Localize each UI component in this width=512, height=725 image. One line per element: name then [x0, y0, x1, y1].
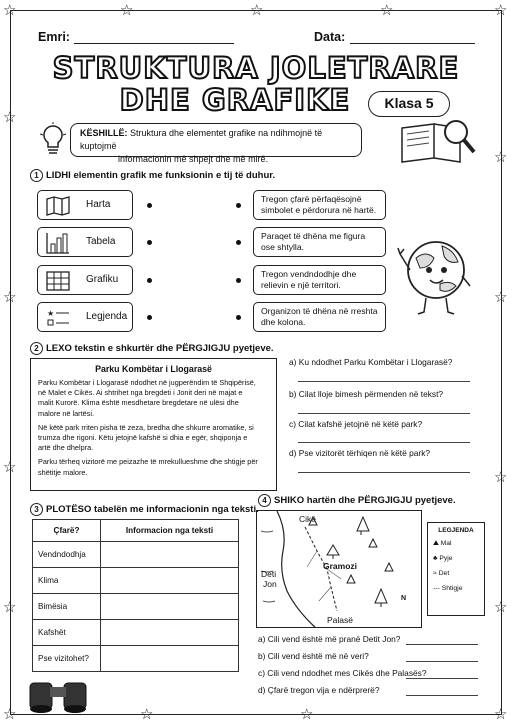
grade-badge: Klasa 5	[368, 91, 450, 117]
name-field[interactable]	[74, 43, 234, 44]
table-row	[33, 646, 239, 672]
match-dot[interactable]	[147, 315, 152, 320]
table-row	[33, 620, 239, 646]
table-row	[33, 542, 239, 568]
mountain-icon: ⛰	[433, 540, 439, 547]
map-area	[256, 510, 422, 628]
section1-title: 1 LIDHI elementin grafik me funksionin e tij të duhur.	[30, 169, 275, 182]
tree-icon: ♣	[433, 555, 438, 562]
star-icon: ☆	[494, 598, 508, 616]
map-label-cike: Cikë	[299, 514, 317, 524]
question-2c: c) Cilat kafshë jetojnë në këtë park?	[289, 419, 423, 429]
star-icon: ☆	[3, 705, 17, 723]
question-2a: a) Ku ndodhet Parku Kombëtar i Llogarasë?	[289, 357, 453, 367]
table-icon	[46, 271, 70, 291]
star-icon: ☆	[3, 108, 17, 126]
question-2d: d) Pse vizitorët tërhiqen në këtë park?	[289, 448, 431, 458]
star-icon: ☆	[120, 1, 134, 19]
column-header: Informacion nga teksti	[101, 520, 239, 542]
answer-line[interactable]	[406, 695, 478, 696]
column-header: Çfarë?	[33, 520, 101, 542]
row-label: Kafshët	[33, 620, 101, 646]
item-label: Harta	[86, 199, 111, 210]
match-dot[interactable]	[147, 278, 152, 283]
star-icon: ☆	[380, 1, 394, 19]
row-label: Bimësia	[33, 594, 101, 620]
answer-line[interactable]	[298, 442, 470, 443]
function-box[interactable]: Paraqet të dhëna me figura ose shtylla.	[253, 227, 386, 257]
star-icon: ☆	[3, 1, 17, 19]
item-label: Legjenda	[86, 311, 128, 322]
item-label: Grafiku	[86, 274, 119, 285]
match-dot[interactable]	[236, 315, 241, 320]
legend-item: ♣ Pyje	[433, 555, 453, 562]
item-legjenda[interactable]	[37, 302, 133, 332]
legend-item: ⛰ Mal	[433, 540, 452, 547]
legend-icon	[46, 307, 70, 329]
reading-body: Parku Kombëtar i Llogarasë ndodhet në jugperëndim të Shqipërisë, në Malet e Cikës. Ai shtrihet nga bregdeti i Jonit deri në majat e malit Kurorë. Klima është mesdhetare bregdetare në ulësi dhe malore në lartësi. Në këtë park rriten pisha të zeza, bredha dhe shkurre aromatike, si trumza dhe rigoni. Këtu jetojnë kafshë si dhia e egër, shqiponja e artë dhe dhelpra. Parku tërheq vizitorë me peizazhe të mrekullueshme dhe shtigje për shëtitje malore.	[38, 378, 258, 477]
match-dot[interactable]	[236, 240, 241, 245]
item-tabela[interactable]	[37, 227, 133, 257]
answer-cell[interactable]	[101, 594, 239, 620]
function-box[interactable]: Organizon të dhëna në rreshta dhe kolona.	[253, 302, 386, 332]
star-icon: ☆	[494, 148, 508, 166]
answer-line[interactable]	[406, 678, 478, 679]
answer-line[interactable]	[406, 644, 478, 645]
question-4c: c) Cili vend ndodhet mes Cikës dhe Palasës?	[258, 668, 427, 678]
match-dot[interactable]	[147, 240, 152, 245]
answer-cell[interactable]	[101, 646, 239, 672]
page-title-line2: DHE GRAFIKE	[119, 83, 351, 117]
item-harta[interactable]	[37, 190, 133, 220]
star-icon: ☆	[494, 468, 508, 486]
answer-line[interactable]	[298, 472, 470, 473]
globe-mascot-icon	[396, 228, 476, 323]
svg-text:★: ★	[47, 309, 55, 318]
star-icon: ☆	[3, 598, 17, 616]
section2-title: 2 LEXO tekstin e shkurtër dhe PËRGJIGJU pyetjeve.	[30, 342, 274, 355]
item-label: Tabela	[86, 236, 116, 247]
bar-chart-icon	[46, 232, 70, 254]
map-label-palase: Palasë	[327, 615, 353, 625]
star-icon: ☆	[300, 705, 314, 723]
map-icon	[46, 196, 70, 216]
star-icon: ☆	[140, 705, 154, 723]
tip-label: KËSHILLË:	[80, 128, 128, 138]
legend-title: LEGJENDA	[438, 527, 474, 534]
map-label-sea1: Deti	[261, 569, 277, 579]
lightbulb-icon	[38, 122, 68, 163]
table-row	[33, 568, 239, 594]
name-label: Emri:	[38, 30, 70, 44]
wave-icon: ≈	[433, 570, 437, 577]
reading-title: Parku Kombëtar i Llogarasë	[95, 364, 212, 374]
star-icon: ☆	[494, 1, 508, 19]
map-legend	[427, 522, 485, 616]
star-icon: ☆	[494, 288, 508, 306]
item-grafiku[interactable]	[37, 265, 133, 295]
tip-text	[80, 127, 360, 166]
section3-title: 3 PLOTËSO tabelën me informacionin nga teksti.	[30, 503, 259, 516]
match-dot[interactable]	[236, 203, 241, 208]
table-header-row	[33, 520, 239, 542]
match-dot[interactable]	[236, 278, 241, 283]
star-icon: ☆	[494, 705, 508, 723]
section4-title: 4 SHIKO hartën dhe PËRGJIGJU pyetjeve.	[258, 494, 456, 507]
legend-item: --- Shtigje	[433, 585, 463, 592]
question-4b: b) Cili vend është më në veri?	[258, 651, 369, 661]
tip-text-line2: informacionin më shpejt dhe më mirë.	[118, 154, 269, 164]
dashed-line-icon: ---	[433, 585, 440, 592]
star-icon: ☆	[3, 458, 17, 476]
info-table	[32, 519, 239, 672]
answer-cell[interactable]	[101, 620, 239, 646]
answer-line[interactable]	[298, 381, 470, 382]
match-dot[interactable]	[147, 203, 152, 208]
legend-item: ≈ Det	[433, 570, 450, 577]
answer-line[interactable]	[406, 661, 478, 662]
question-2b: b) Cilat lloje bimesh përmenden në tekst?	[289, 389, 444, 399]
answer-line[interactable]	[298, 413, 470, 414]
question-4d: d) Çfarë tregon vija e ndërprerë?	[258, 685, 380, 695]
function-box[interactable]: Tregon vendndodhje dhe relievin e një territori.	[253, 265, 386, 295]
date-label: Data:	[314, 30, 346, 44]
row-label: Pse vizitohet?	[33, 646, 101, 672]
book-magnifier-icon	[398, 118, 478, 171]
map-label-gramozi: Gramozi	[323, 561, 358, 571]
north-arrow-icon: N	[401, 595, 407, 602]
date-field[interactable]	[350, 43, 475, 44]
map-label-sea2: Jon	[263, 579, 277, 589]
tip-text-line1: Struktura dhe elementet grafike na ndihmojnë të kuptojmë	[80, 128, 323, 151]
question-4a: a) Cili vend është më pranë Detit Jon?	[258, 634, 401, 644]
answer-cell[interactable]	[101, 542, 239, 568]
page-title-line1: STRUKTURA JOLETRARE	[52, 51, 460, 85]
binoculars-icon	[24, 673, 94, 718]
star-icon: ☆	[250, 1, 264, 19]
table-row	[33, 594, 239, 620]
star-icon: ☆	[3, 288, 17, 306]
row-label: Vendndodhja	[33, 542, 101, 568]
function-box[interactable]: Tregon çfarë përfaqësojnë simbolet e përdorura në hartë.	[253, 190, 386, 220]
row-label: Klima	[33, 568, 101, 594]
answer-cell[interactable]	[101, 568, 239, 594]
reading-text-box	[30, 358, 277, 491]
